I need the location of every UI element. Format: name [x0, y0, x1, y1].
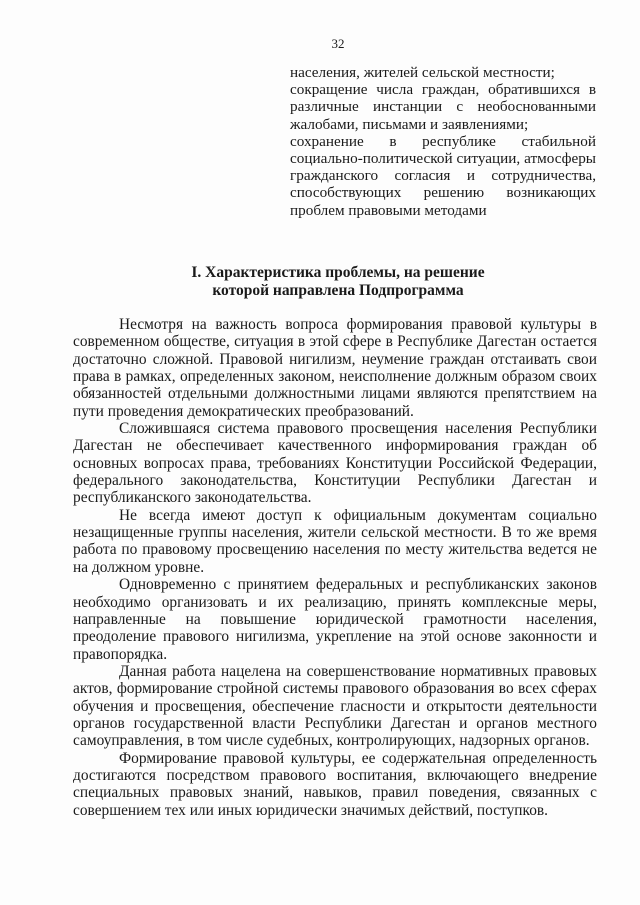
- paragraph: Сложившаяся система правового просвещения населения Республики Дагестан не обеспечивает качественного информирования граждан об основных вопросах права, требованиях Конституции Российской Федерации, федерального законодательства, Конституции Республики Дагестан и республиканского законодательства.: [73, 420, 597, 507]
- section-title-line-1: I. Характеристика проблемы, на решение: [191, 264, 485, 281]
- paragraph: Данная работа нацелена на совершенствование нормативных правовых актов, формирование стройной системы правового образования во всех сферах обучения и просвещения, обеспечение гласности и открытости деятельности органов государственной власти Республики Дагестан и органов местного самоуправления, в том числе судебных, контролирующих, надзорных органов.: [73, 662, 597, 750]
- paragraph: Формирование правовой культуры, ее содержательная определенность достигаются посредством правового воспитания, включающего внедрение специальных правовых знаний, навыков, правил поведения, связанных с совершением тех или иных юридически значимых действий, поступков.: [73, 749, 597, 819]
- cell-item: населения, жителей сельской местности;: [290, 64, 555, 81]
- section-title-line-2: которой направлена Подпрограмма: [212, 282, 464, 299]
- cell-item: сохранение в республике стабильной социально-политической ситуации, атмосферы гражданского согласия и сотрудничества, способствующих решению возникающих проблем правовыми методами: [290, 132, 596, 219]
- section-body: [73, 316, 597, 819]
- paragraph: Не всегда имеют доступ к официальным документам социально незащищенные группы населения, жители сельской местности. В то же время работа по правовому просвещению населения по месту жительства ведется не на должном уровне.: [73, 506, 597, 576]
- cell-item: сокращение числа граждан, обратившихся в различные инстанции с необоснованными жалобами, письмами и заявлениями;: [290, 81, 596, 133]
- table-cell-continuation: [290, 64, 596, 219]
- page-number: 32: [331, 36, 345, 51]
- paragraph: Одновременно с принятием федеральных и республиканских законов необходимо организовать и их реализацию, принять комплексные меры, направленные на повышение юридической грамотности населения, преодоление правового нигилизма, укрепление на этой основе законности и правопорядка.: [73, 576, 597, 663]
- paragraph: Несмотря на важность вопроса формирования правовой культуры в современном обществе, ситуация в этой сфере в Республике Дагестан остается достаточно сложной. Правовой нигилизм, неумение граждан отстаивать свои права в рамках, определенных законом, неисполнение должным образом своих обязанностей отдельными должностными лицами являются препятствием на пути проведения демократических преобразований.: [73, 316, 597, 420]
- section-heading: [80, 264, 596, 300]
